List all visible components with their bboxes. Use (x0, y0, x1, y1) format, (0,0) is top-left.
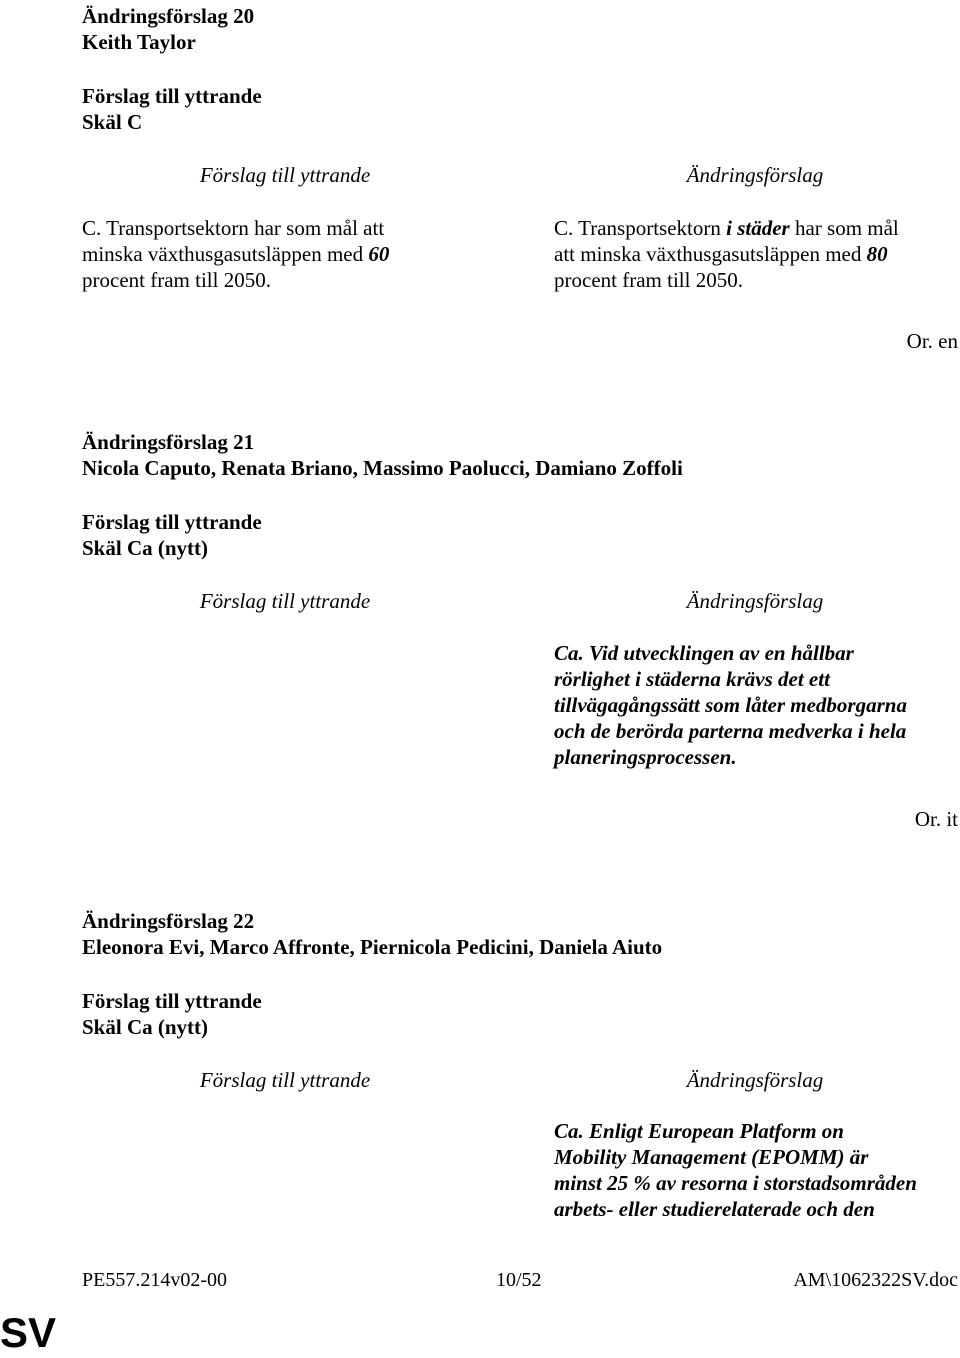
amendment-22-right-header: Ändringsförslag (686, 1068, 824, 1092)
amendment-22-authors: Eleonora Evi, Marco Affronte, Piernicola Pedicini, Daniela Aiuto (82, 935, 663, 959)
amendment-21-number: Ändringsförslag 21 (82, 430, 255, 454)
amendment-20-amended-text: C. Transportsektorn i städer har som mål att minska växthusgasutsläppen med 80 procent fram till 2050. (554, 216, 899, 292)
amendment-20-authors: Keith Taylor (82, 30, 196, 54)
amendment-21-original-language: Or. it (914, 807, 958, 831)
amendment-20-original-language: Or. en (906, 329, 958, 353)
amendment-20-target-doc: Förslag till yttrande (82, 84, 262, 108)
footer-doc-reference: PE557.214v02-00 (82, 1269, 227, 1291)
amendment-22-left-header: Förslag till yttrande (199, 1068, 371, 1092)
amendment-21-target-doc: Förslag till yttrande (82, 510, 262, 534)
language-code: SV (0, 1309, 57, 1356)
footer-file-reference: AM\1062322SV.doc (793, 1269, 958, 1291)
amendment-20-left-header: Förslag till yttrande (199, 163, 371, 187)
amendment-22-number: Ändringsförslag 22 (82, 909, 255, 933)
amendment-21-target-part: Skäl Ca (nytt) (82, 536, 209, 560)
amendment-22-target-part: Skäl Ca (nytt) (82, 1015, 209, 1039)
amendment-20-original-text: C. Transportsektorn har som mål att minska växthusgasutsläppen med 60 procent fram till 2050. (82, 216, 390, 292)
amendment-22-amended-text: Ca. Enligt European Platform on Mobility Management (EPOMM) är minst 25 % av resorna i storstadsområden arbets- eller studierelaterade och den (554, 1119, 917, 1221)
footer-page-number: 10/52 (496, 1269, 542, 1291)
amendment-21-right-header: Ändringsförslag (686, 589, 824, 613)
amendment-21-amended-text: Ca. Vid utvecklingen av en hållbar rörlighet i städerna krävs det ett tillvägagångssätt som låter medborgarna och de berörda parterna medverka i hela planeringsprocessen. (554, 641, 907, 769)
amendment-22-target-doc: Förslag till yttrande (82, 989, 262, 1013)
amendment-20-number: Ändringsförslag 20 (82, 4, 255, 28)
amendment-21-left-header: Förslag till yttrande (199, 589, 371, 613)
amendment-20-target-part: Skäl C (82, 110, 143, 134)
amendment-21-authors: Nicola Caputo, Renata Briano, Massimo Paolucci, Damiano Zoffoli (82, 456, 683, 480)
amendment-20-right-header: Ändringsförslag (686, 163, 824, 187)
